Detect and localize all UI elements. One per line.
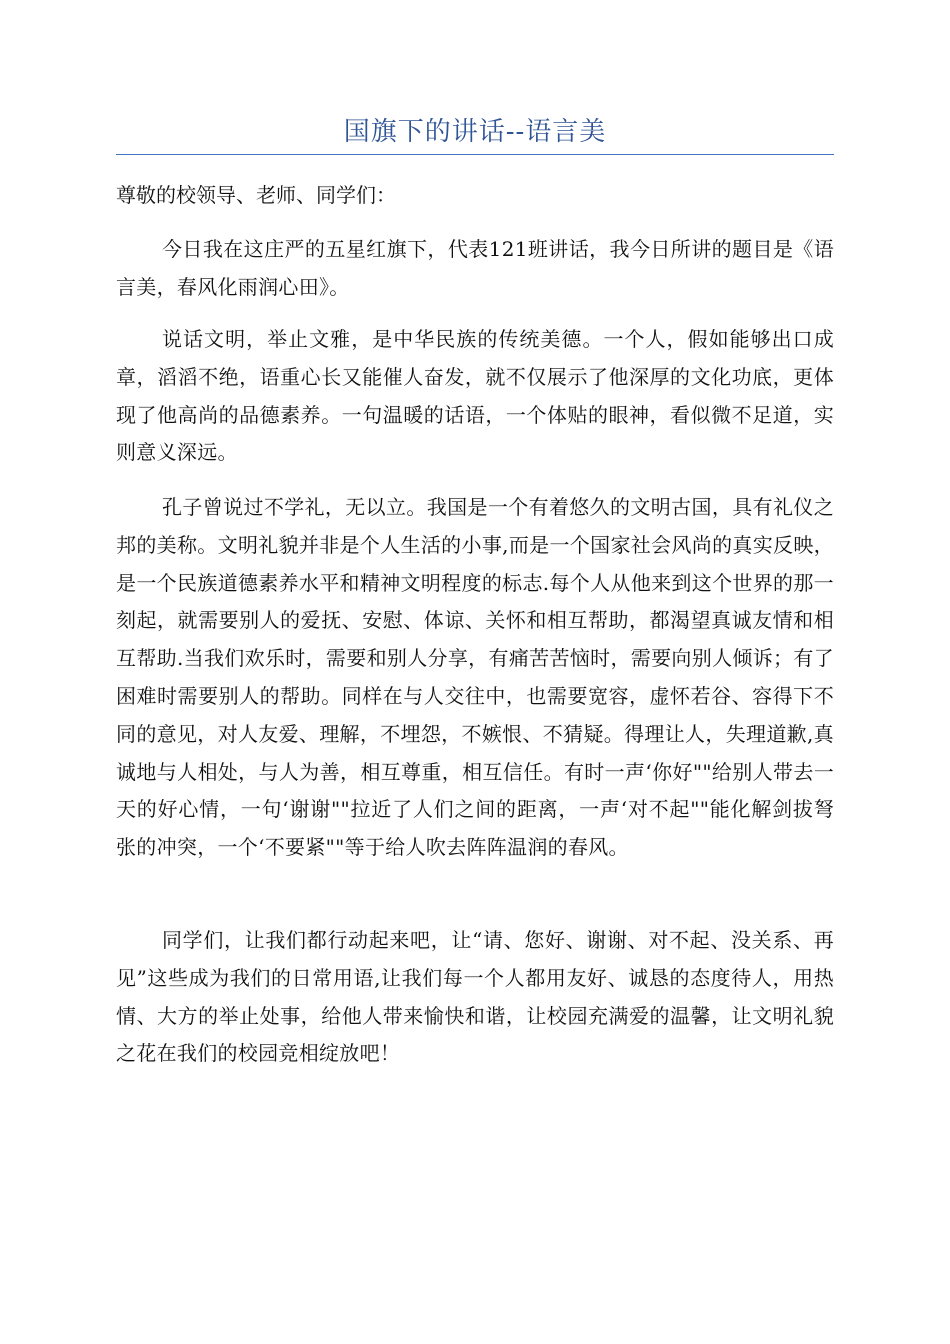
paragraph-2: 说话文明，举止文雅，是中华民族的传统美德。一个人，假如能够出口成章，滔滔不绝，语重心长又能催人奋发，就不仅展示了他深厚的文化功底，更体现了他高尚的品德素养。一句温暖的话语，一个体贴的眼神，看似微不足道，实则意义深远。 (116, 327, 834, 465)
paragraph-4: 同学们，让我们都行动起来吧，让“请、您好、谢谢、对不起、没关系、再见”这些成为我们的日常用语,让我们每一个人都用友好、诚恳的态度待人，用热情、大方的举止处事，给他人带来愉快和谐，让校园充满爱的温馨，让文明礼貌之花在我们的校园竞相绽放吧！ (116, 928, 834, 1066)
salutation: 尊敬的校领导、老师、同学们： (116, 183, 396, 207)
paragraph-1: 今日我在这庄严的五星红旗下，代表121班讲话，我今日所讲的题目是《语言美，春风化雨润心田》。 (116, 237, 834, 299)
title-underline (116, 154, 834, 155)
document-title: 国旗下的讲话--语言美 (343, 117, 607, 147)
paragraph-3: 孔子曾说过不学礼，无以立。我国是一个有着悠久的文明古国，具有礼仪之邦的美称。文明礼貌并非是个人生活的小事,而是一个国家社会风尚的真实反映，是一个民族道德素养水平和精神文明程度的标志.每个人从他来到这个世界的那一刻起，就需要别人的爱抚、安慰、体谅、关怀和相互帮助，都渴望真诚友情和相互帮助.当我们欢乐时，需要和别人分享，有痛苦苦恼时，需要向别人倾诉；有了困难时需要别人的帮助。同样在与人交往中，也需要宽容，虚怀若谷、容得下不同的意见，对人友爱、理解，不埋怨，不嫉恨、不猜疑。得理让人，失理道歉,真诚地与人相处，与人为善，相互尊重，相互信任。有时一声‘你好""给别人带去一天的好心情，一句‘谢谢""拉近了人们之间的距离，一声‘对不起""能化解剑拔弩张的冲突，一个‘不要紧""等于给人吹去阵阵温润的春风。 (116, 495, 834, 860)
